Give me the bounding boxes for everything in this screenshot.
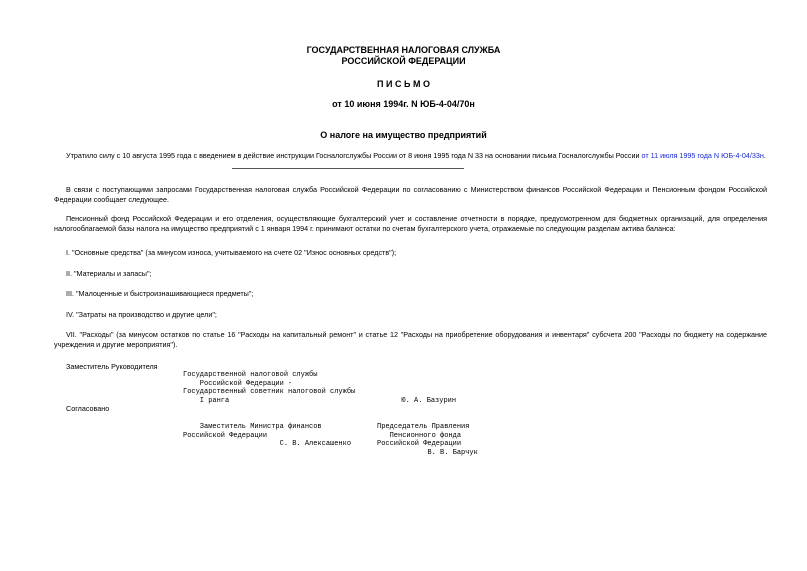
list-item-3: III. "Малоценные и быстроизнашивающиеся предметы";: [66, 289, 254, 298]
list-item-4: IV. "Затраты на производство и другие цели";: [66, 310, 217, 319]
signer-block: Государственной налоговой службы Российской Федерации - Государственный советник налоговой службы I ранга Ю. А. Базурин: [183, 371, 457, 405]
org-name-line2: РОССИЙСКОЙ ФЕДЕРАЦИИ: [341, 56, 466, 66]
paragraph-2: Пенсионный фонд Российской Федерации и его отделения, осуществляющие бухгалтерский учет и составление отчетности в порядке, предусмотренном для бюджетных организаций, для определения налогооблагаемой базы налога на имущество предприятий с 1 января 1994 г. принимают остатки по счетам бухгалтерского учета, отражаемые по следующим разделам актива баланса:: [54, 214, 767, 233]
status-note-link[interactable]: от 11 июля 1995 года N ЮБ-4-04/33н: [641, 151, 764, 160]
paragraph-1: В связи с поступающими запросами Государственная налоговая служба Российской Федерации по согласованию с Министерством финансов Российской Федерации и Пенсионным фондом Российской Федерации сообщает следующее.: [54, 185, 767, 204]
document-title: О налоге на имущество предприятий: [320, 130, 487, 140]
org-name-line1: ГОСУДАРСТВЕННАЯ НАЛОГОВАЯ СЛУЖБА: [306, 45, 501, 55]
status-note-tail: .: [763, 151, 766, 160]
list-item-2: II. "Материалы и запасы";: [66, 269, 152, 278]
status-note-text: Утратило силу с 10 августа 1995 года с введением в действие инструкции Госналогслужбы России от 8 июня 1995 года N 33 на основании письма Госналогслужбы России: [66, 151, 642, 160]
agreed-pension-fund-block: Председатель Правления Пенсионного фонда Российской Федерации В. В. Барчук: [377, 423, 478, 457]
list-item-1: I. "Основные средства" (за минусом износа, учитываемого на счете 02 "Износ основных средств");: [66, 248, 397, 257]
agreed-minfin-block: Заместитель Министра финансов Российской Федерации С. В. Алексашенко: [183, 423, 352, 449]
agreed-label: Согласовано: [66, 404, 110, 413]
divider-rule: [232, 168, 464, 169]
document-date-number: от 10 июня 1994г. N ЮБ-4-04/70н: [332, 99, 475, 109]
document-type: П И С Ь М О: [377, 79, 430, 89]
status-note: [66, 151, 766, 161]
deputy-label: Заместитель Руководителя: [66, 362, 158, 371]
list-item-5: VII. "Расходы" (за минусом остатков по статье 16 "Расходы на капитальный ремонт" и статье 12 "Расходы на приобретение оборудования и инвентаря" субсчета 200 "Расходы по бюджету на содержание учреждения и другие мероприятия").: [54, 330, 767, 349]
